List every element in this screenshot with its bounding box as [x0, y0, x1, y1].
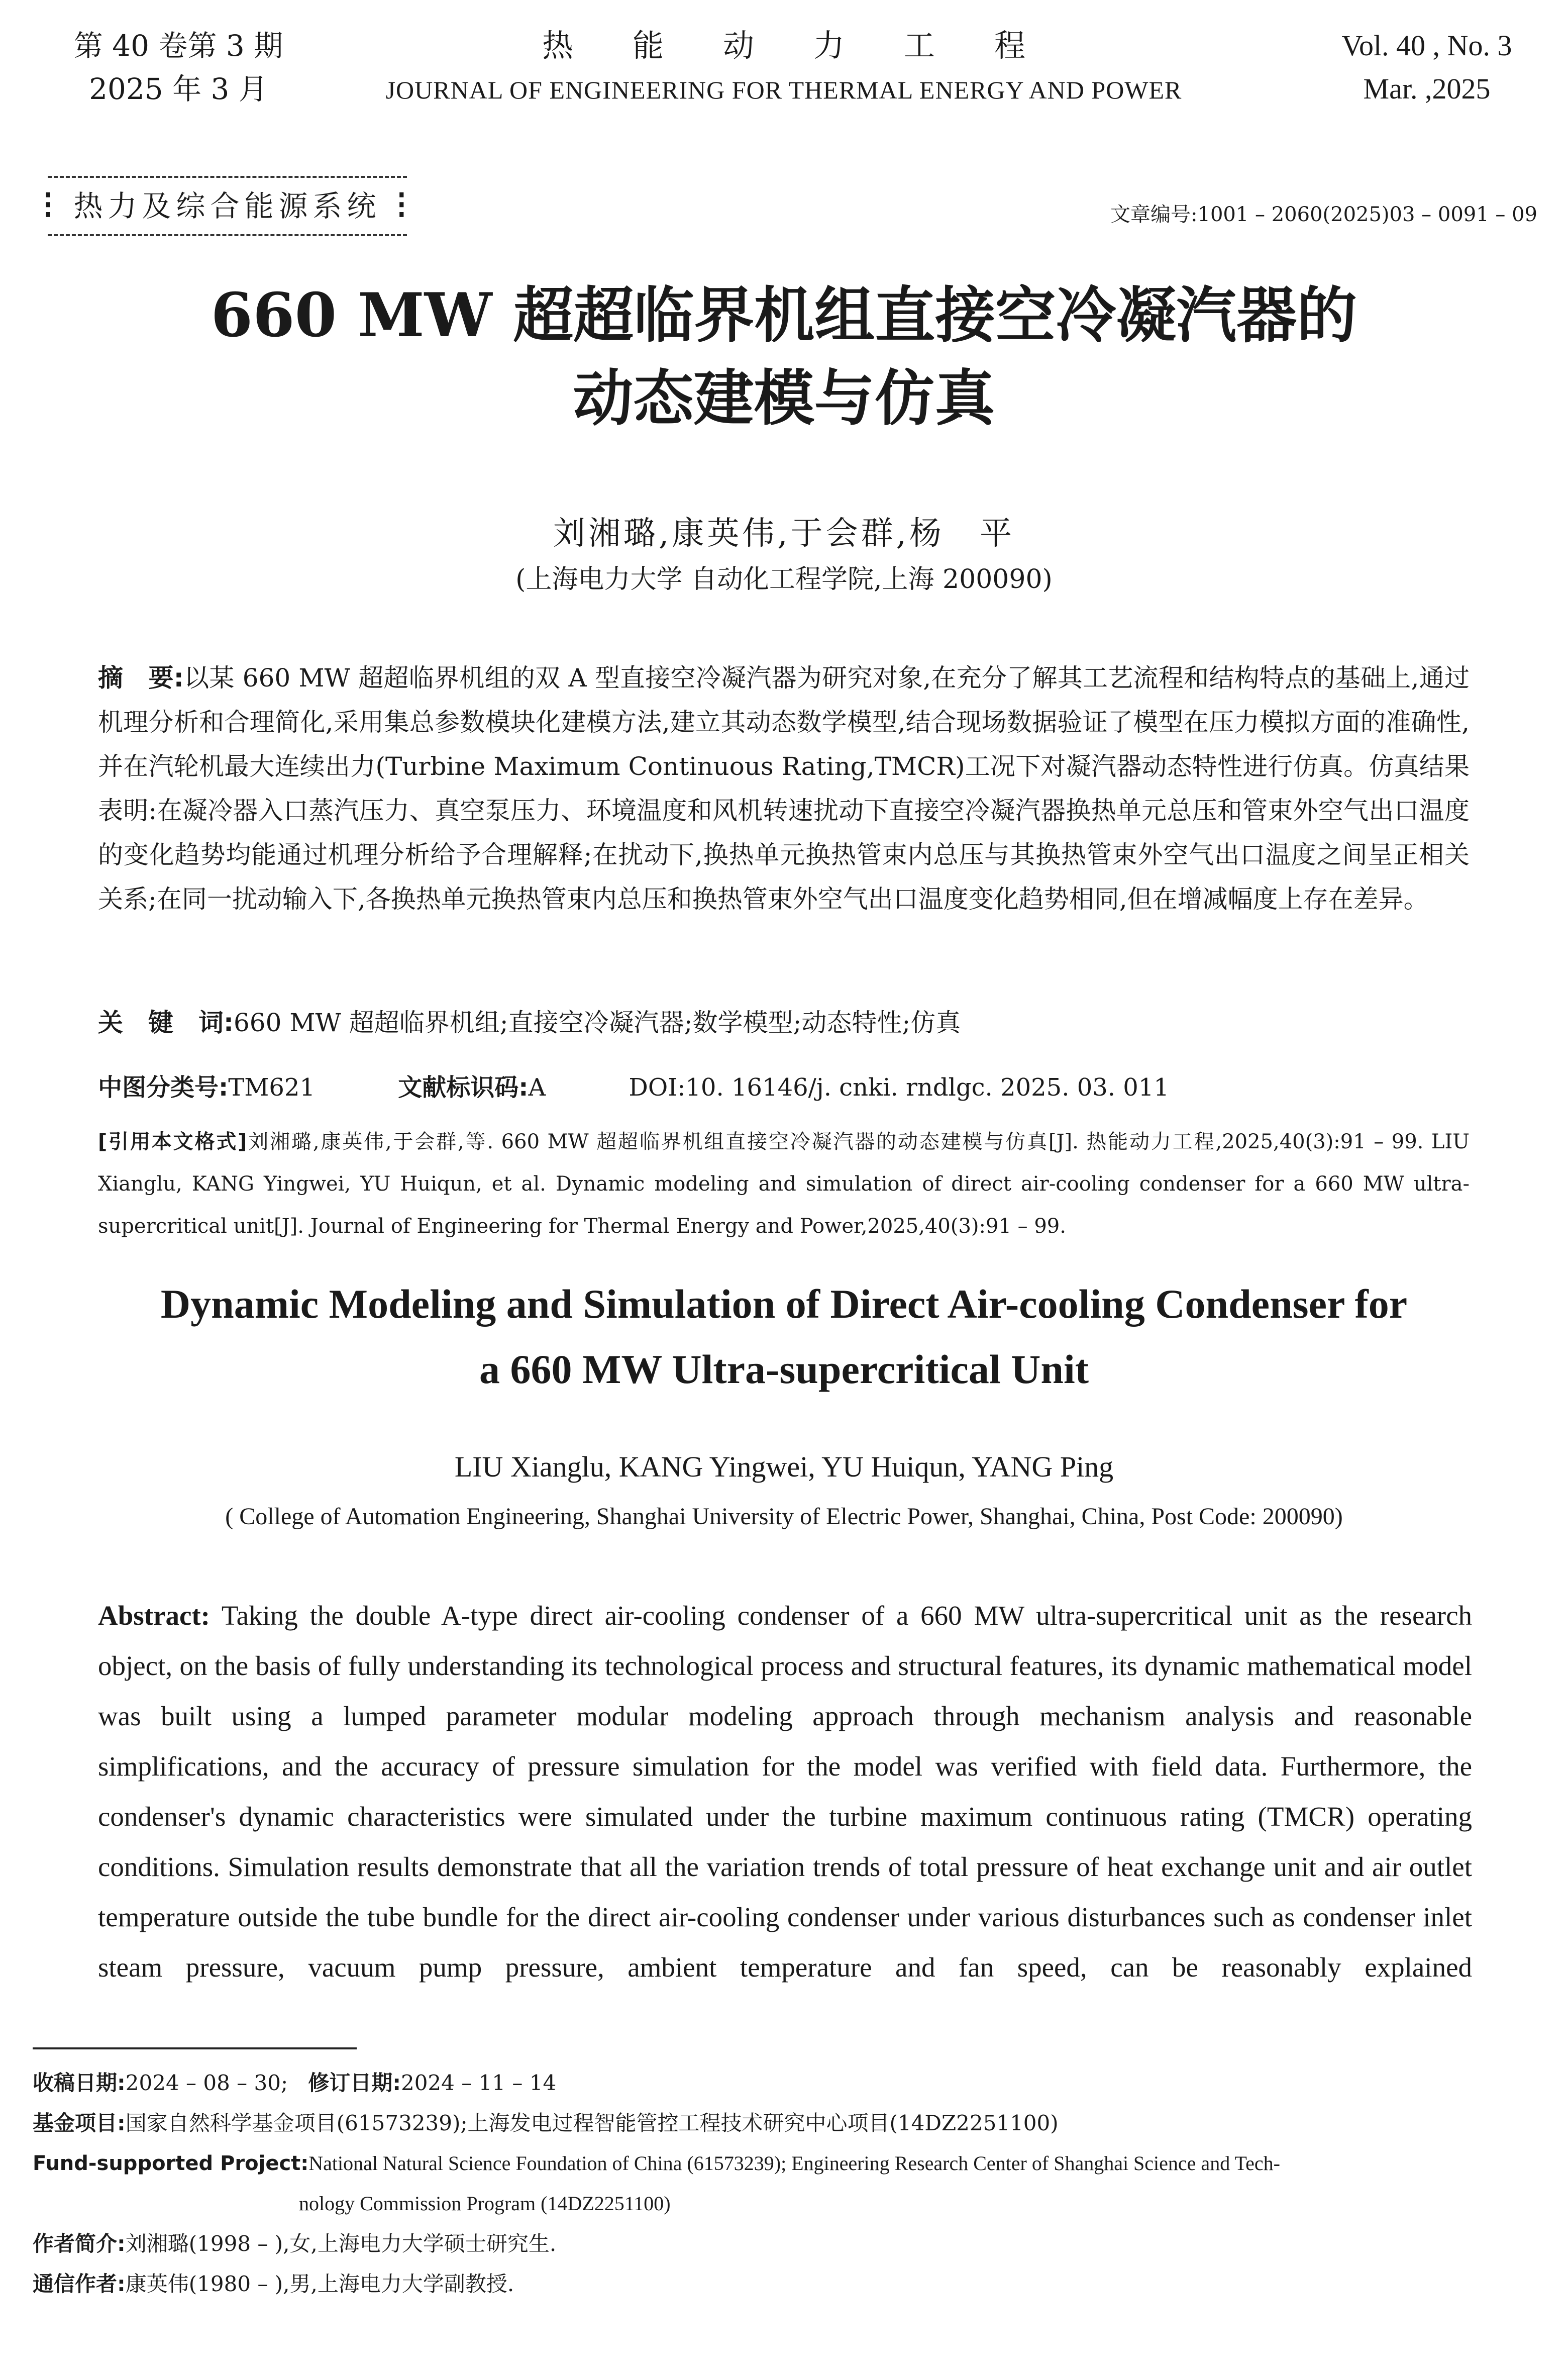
- article-number: 文章编号:1001 – 2060(2025)03 – 0091 – 09: [1110, 203, 1537, 226]
- corr-text: 康英伟(1980 – ),男,上海电力大学副教授.: [125, 2272, 514, 2296]
- footnote-fund-en: [33, 2143, 1520, 2224]
- abstract-cn: [98, 656, 1470, 921]
- journal-issue-en: [1321, 24, 1532, 111]
- journal-issue-cn: [65, 24, 291, 111]
- keywords-cn: [98, 1003, 1470, 1039]
- abstract-cn-text: 以某 660 MW 超超临界机组的双 A 型直接空冷凝汽器为研究对象,在充分了解其工艺流程和结构特点的基础上,通过机理分析和合理简化,采用集总参数模块化建模方法,建立其动态数学模型,结合现场数据验证了模型在压力模拟方面的准确性,并在汽轮机最大连续出力(Turbine Maximum Continuous Rating,TMCR)工况下对凝汽器动态特性进行仿真。仿真结果表明:在凝冷器入口蒸汽压力、真空泵压力、环境温度和风机转速扰动下直接空冷凝汽器换热单元总压和管束外空气出口温度的变化趋势均能通过机理分析给予合理解释;在扰动下,换热单元换热管束内总压与其换热管束外空气出口温度之间呈正相关关系;在同一扰动输入下,各换热单元换热管束内总压和换热管束外空气出口温度变化趋势相同,但在增减幅度上存在差异。: [98, 663, 1470, 914]
- abstract-en-text: Taking the double A-type direct air-cooling condenser of a 660 MW ultra-supercritical unit as the research object, on the basis of fully understanding its technological process and structural features, its dynamic mathematical model was built using a lumped parameter modular modeling approach through mechanism analysis and reasonable simplifications, and the accuracy of pressure simulation for the model was verified with field data. Furthermore, the condenser's dynamic characteristics were simulated under the turbine maximum continuous rating (TMCR) operating conditions. Simulation results demonstrate that all the variation trends of total pressure of heat exchange unit and air outlet temperature outside the tube bundle for the direct air-cooling condenser under various disturbances such as condenser inlet steam pressure, vacuum pump pressure, ambient temperature and fan speed, can be reasonably explained: [98, 1600, 1472, 1983]
- issue-line: 第 40 卷第 3 期: [73, 29, 283, 63]
- title-en: [0, 1271, 1568, 1402]
- affiliation-en: ( College of Automation Engineering, Shanghai University of Electric Power, Shanghai, China, Post Code: 200090): [225, 1503, 1343, 1530]
- volume-line: Vol. 40 , No. 3: [1341, 29, 1512, 62]
- clc-group: [98, 1073, 315, 1102]
- received-date: 2024 – 08 – 30;: [125, 2071, 288, 2095]
- author-text: 刘湘璐(1998 – ),女,上海电力大学硕士研究生.: [125, 2231, 557, 2256]
- footnote-corresponding: [33, 2264, 1520, 2304]
- bracket-right-icon: ⁝: [395, 181, 413, 228]
- fund-en-label: Fund-supported Project:: [33, 2152, 309, 2175]
- keywords-text: 660 MW 超超临界机组;直接空冷凝汽器;数学模型;动态特性;仿真: [234, 1008, 961, 1037]
- author-label: 作者简介:: [33, 2231, 126, 2256]
- fund-en-line-1: [33, 2143, 1520, 2184]
- abstract-en: [98, 1591, 1472, 1993]
- citation: [98, 1121, 1470, 1247]
- received-label: 收稿日期:: [33, 2071, 126, 2095]
- doc-code-label: 文献标识码:: [398, 1073, 529, 1102]
- authors-cn: 刘湘璐,康英伟,于会群,杨 平: [553, 515, 1015, 552]
- section-tag: [42, 176, 413, 236]
- journal-title-en: JOURNAL OF ENGINEERING FOR THERMAL ENERGY AND POWER: [385, 76, 1182, 104]
- revised-label: 修订日期:: [308, 2071, 401, 2095]
- section-tag-label: 热力及综合能源系统: [73, 189, 381, 223]
- classification-line: [98, 1068, 1244, 1103]
- month-line: Mar. ,2025: [1363, 72, 1491, 105]
- corr-label: 通信作者:: [33, 2272, 126, 2296]
- title-cn-line-2: 动态建模与仿真: [573, 363, 995, 434]
- clc-value: TM621: [228, 1073, 315, 1102]
- keywords-label: 关 键 词:: [98, 1008, 234, 1037]
- authors-en: LIU Xianglu, KANG Yingwei, YU Huiqun, YANG Ping: [454, 1450, 1114, 1483]
- footnote-fund-cn: [33, 2103, 1520, 2143]
- clc-label: 中图分类号:: [98, 1073, 229, 1102]
- revised-date: 2024 – 11 – 14: [400, 2071, 557, 2095]
- bracket-left-icon: ⁝: [42, 181, 60, 228]
- abstract-cn-label: 摘 要:: [98, 663, 184, 693]
- journal-title: [352, 24, 1216, 113]
- footnote-rule: [33, 2047, 357, 2049]
- citation-label: [引用本文格式]: [98, 1130, 247, 1153]
- doc-code-value: A: [528, 1073, 546, 1102]
- footnote-dates: [33, 2063, 1520, 2103]
- footnote-author: [33, 2224, 1520, 2264]
- date-line: 2025 年 3 月: [89, 72, 268, 106]
- title-en-line-2: a 660 MW Ultra-supercritical Unit: [479, 1346, 1089, 1392]
- fund-text: 国家自然科学基金项目(61573239);上海发电过程智能管控工程技术研究中心项目(14DZ2251100): [125, 2111, 1059, 2135]
- doc-code-group: [398, 1073, 546, 1102]
- title-en-line-1: Dynamic Modeling and Simulation of Direct Air-cooling Condenser for: [160, 1281, 1408, 1327]
- fund-label: 基金项目:: [33, 2111, 126, 2135]
- doi: DOI:10. 16146/j. cnki. rndlgc. 2025. 03. 011: [629, 1073, 1169, 1102]
- affiliation-cn: (上海电力大学 自动化工程学院,上海 200090): [515, 564, 1053, 595]
- journal-title-cn: 热能动力工程: [542, 27, 1085, 64]
- title-cn-line-1: 660 MW 超超临界机组直接空冷凝汽器的: [211, 280, 1357, 351]
- citation-text: 刘湘璐,康英伟,于会群,等. 660 MW 超超临界机组直接空冷凝汽器的动态建模与仿真[J]. 热能动力工程,2025,40(3):91 – 99. LIU Xianglu, KANG Yingwei, YU Huiqun, et al. Dynamic modeling and simulation of direct air-cooling condenser for a 660 MW ultra-supercritical unit[J]. Journal of Engineering for Thermal Energy and Power,2025,40(3):91 – 99.: [98, 1130, 1470, 1238]
- fund-en-text-1: National Natural Science Foundation of China (61573239); Engineering Research Center of Shanghai Science and Tech-: [308, 2152, 1280, 2175]
- fund-en-text-2: nology Commission Program (14DZ2251100): [299, 2192, 671, 2215]
- abstract-en-label: Abstract:: [98, 1600, 210, 1631]
